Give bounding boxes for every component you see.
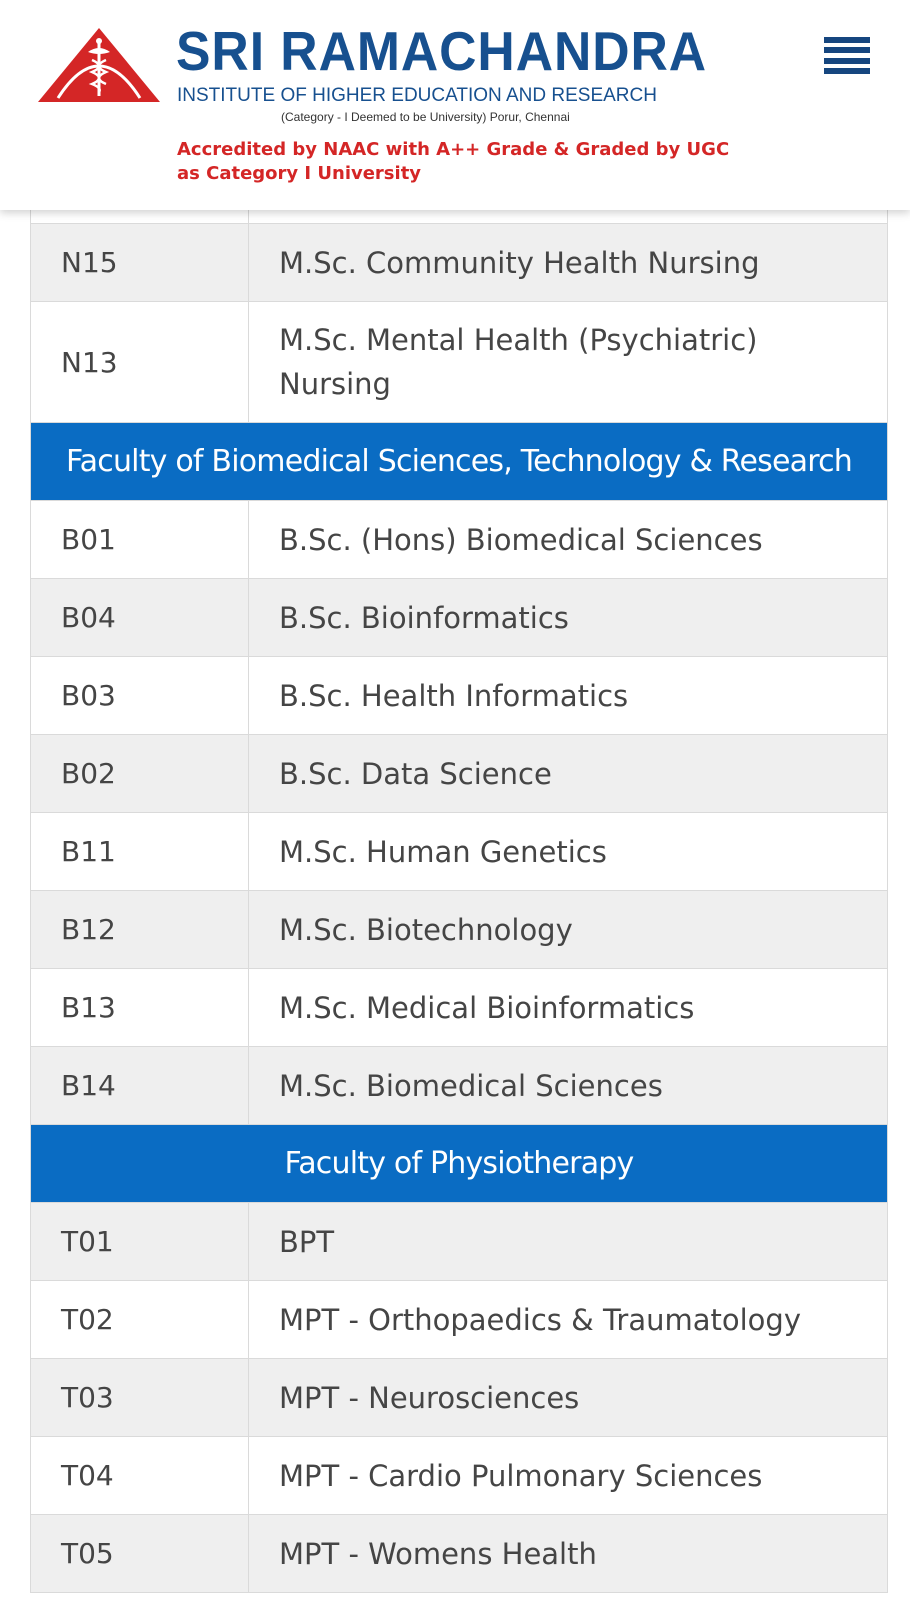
programme-name: M.Sc. Biomedical Sciences [279,1068,663,1103]
table-row [31,1203,887,1281]
programme-code: B02 [31,735,249,812]
table-row [31,1359,887,1437]
programme-code: B13 [31,969,249,1046]
programme-name: M.Sc. Medical Bioinformatics [279,990,695,1025]
programme-name: B.Sc. Health Informatics [279,678,629,713]
table-row [31,735,887,813]
table-row [31,969,887,1047]
brand-subtitle: INSTITUTE OF HIGHER EDUCATION AND RESEARCH [177,85,657,106]
table-row [31,1515,887,1593]
programme-code: T05 [31,1515,249,1592]
brand-note: (Category - I Deemed to be University) Porur, Chennai [281,110,570,124]
programme-name: MPT - Neurosciences [279,1380,580,1415]
table-row [31,302,887,423]
programme-code: T01 [31,1203,249,1280]
hamburger-menu-icon[interactable] [824,36,870,76]
programme-name: BPT [279,1224,335,1259]
table-row [31,657,887,735]
programme-name: B.Sc. Bioinformatics [279,600,569,635]
programme-code: B03 [31,657,249,734]
brand-name[interactable]: SRI RAMACHANDRA [176,20,708,82]
accreditation-line-2: as Category I University [177,163,422,184]
table-row [31,579,887,657]
faculty-header-biomedical: Faculty of Biomedical Sciences, Technology & Research [31,423,887,501]
programme-code: B11 [31,813,249,890]
programme-code: B12 [31,891,249,968]
site-header [0,0,910,210]
table-row [31,1047,887,1125]
table-row [31,1281,887,1359]
programme-code: T03 [31,1359,249,1436]
accreditation-text [177,138,737,186]
caduceus-triangle-logo-icon[interactable] [36,26,162,104]
accreditation-line-1: Accredited by NAAC with A++ Grade & Graded by UGC [177,139,730,160]
programme-table [30,162,888,1593]
programme-code: T02 [31,1281,249,1358]
programme-code: N15 [31,224,249,301]
table-row [31,501,887,579]
programme-name: MPT - Womens Health [279,1536,597,1571]
table-row [31,813,887,891]
faculty-header-physiotherapy: Faculty of Physiotherapy [31,1125,887,1203]
programme-name: B.Sc. (Hons) Biomedical Sciences [279,522,763,557]
programme-code: T04 [31,1437,249,1514]
programme-name: MPT - Cardio Pulmonary Sciences [279,1458,763,1493]
table-row [31,224,887,302]
programme-name: MPT - Orthopaedics & Traumatology [279,1302,801,1337]
programme-code: B04 [31,579,249,656]
table-row [31,1437,887,1515]
programme-code: N13 [31,302,249,422]
table-row [31,891,887,969]
programme-name: M.Sc. Mental Health (Psychiatric) Nursing [279,323,758,401]
programme-code: B01 [31,501,249,578]
programme-code: B14 [31,1047,249,1124]
programme-name: M.Sc. Biotechnology [279,912,573,947]
programme-name: M.Sc. Human Genetics [279,834,607,869]
programme-name: M.Sc. Community Health Nursing [279,245,760,280]
programme-name: B.Sc. Data Science [279,756,552,791]
